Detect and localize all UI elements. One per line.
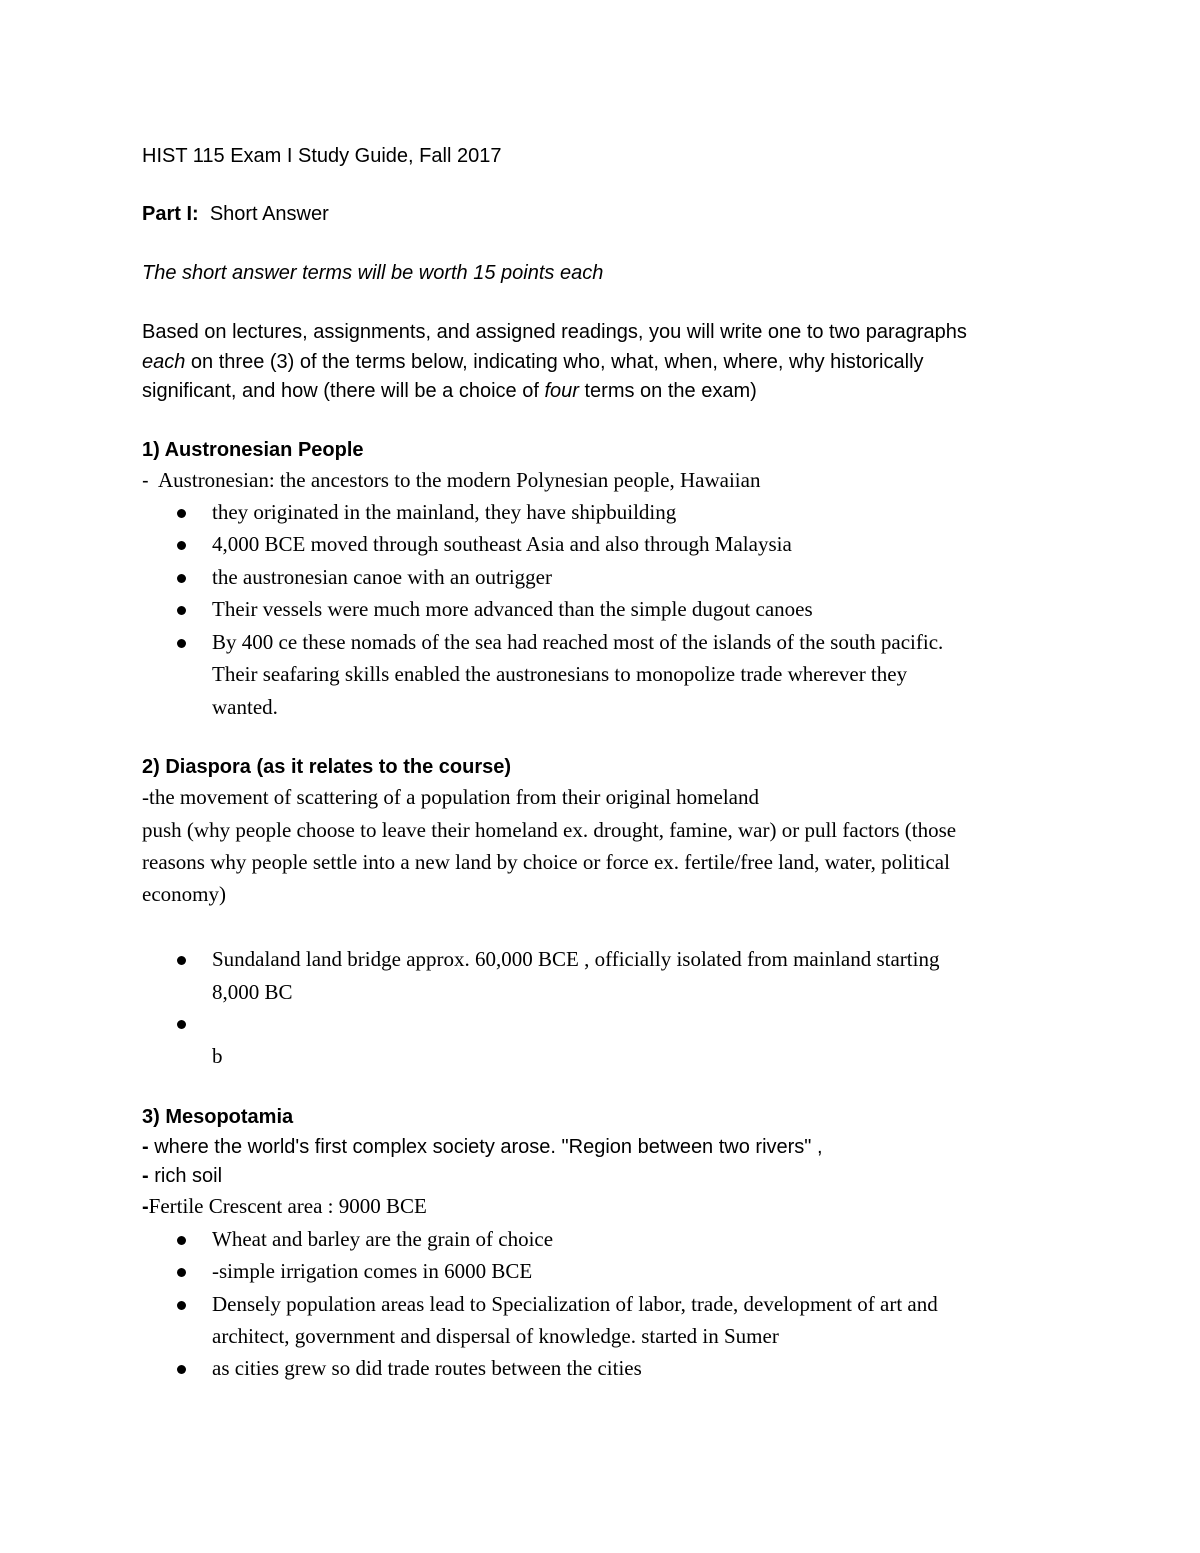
instructions-line-1: Based on lectures, assignments, and assigned readings, you will write one to two paragraphs	[142, 321, 967, 343]
bullet-dot	[177, 1020, 186, 1029]
section-2-bullet-2-cont: b	[212, 1044, 223, 1068]
points-note: The short answer terms will be worth 15 points each	[142, 262, 604, 284]
instructions-line-3-start: significant, and how (there will be a choice of	[142, 380, 545, 402]
section-3-line-1-dash: -	[142, 1136, 149, 1158]
section-3-bullet-4: as cities grew so did trade routes between the cities	[212, 1356, 642, 1380]
bullet-dot	[177, 1365, 186, 1374]
section-3-bullet-3: Densely population areas lead to Specialization of labor, trade, development of art and	[212, 1292, 938, 1316]
section-1-bullet-4: Their vessels were much more advanced than the simple dugout canoes	[212, 597, 813, 621]
section-1-intro	[142, 470, 760, 491]
section-3-line-3-text: Fertile Crescent area : 9000 BCE	[148, 1194, 427, 1218]
section-3-line-1-text: where the world's first complex society arose. "Region between two rivers" ,	[148, 1136, 823, 1158]
part-name: Short Answer	[209, 203, 329, 225]
bullet-dot	[177, 1268, 186, 1277]
document-title: HIST 115 Exam I Study Guide, Fall 2017	[142, 145, 502, 167]
section-1-bullet-5-cont-1: Their seafaring skills enabled the austronesians to monopolize trade wherever they	[212, 662, 908, 686]
bullet-dot	[177, 1301, 186, 1310]
section-2-line-4: economy)	[142, 882, 226, 906]
section-2-line-1: -the movement of scattering of a population from their original homeland	[142, 785, 759, 809]
bullet-dot	[177, 574, 186, 583]
section-1-dash: -	[142, 470, 149, 492]
section-2-bullet-1-cont: 8,000 BC	[212, 980, 293, 1004]
bullet-dot	[177, 639, 186, 648]
section-1-bullet-1: they originated in the mainland, they have shipbuilding	[212, 500, 677, 524]
section-3-bullet-3-cont: architect, government and dispersal of knowledge. started in Sumer	[212, 1324, 779, 1348]
section-2-heading: 2) Diaspora (as it relates to the course)	[142, 756, 512, 778]
section-3-line-3-dash: -	[142, 1196, 149, 1218]
instructions-line-2-text: on three (3) of the terms below, indicating who, what, when, where, why historically	[185, 351, 924, 373]
bullet-dot	[177, 1236, 186, 1245]
instructions-emphasis-each: each	[142, 351, 186, 373]
instructions-line-2	[142, 352, 924, 372]
instructions-line-3	[142, 381, 757, 401]
section-3-line-2-dash: -	[142, 1165, 149, 1187]
bullet-dot	[177, 509, 186, 518]
bullet-dot	[177, 541, 186, 550]
section-1-bullet-5-cont-2: wanted.	[212, 695, 278, 719]
section-1-intro-text: Austronesian: the ancestors to the modern Polynesian people, Hawaiian	[158, 468, 761, 492]
section-2-line-3: reasons why people settle into a new land by choice or force ex. fertile/free land, water, political	[142, 850, 950, 874]
instructions-line-3-end: terms on the exam)	[578, 380, 757, 402]
bullet-dot	[177, 956, 186, 965]
section-3-line-1	[142, 1137, 823, 1157]
section-3-bullet-2: -simple irrigation comes in 6000 BCE	[212, 1259, 533, 1283]
section-3-line-2	[142, 1166, 222, 1186]
instructions-emphasis-four: four	[544, 380, 579, 402]
section-1-bullet-3: the austronesian canoe with an outrigger	[212, 565, 552, 589]
section-1-heading: 1) Austronesian People	[142, 439, 364, 461]
section-3-bullet-1: Wheat and barley are the grain of choice	[212, 1227, 554, 1251]
bullet-dot	[177, 606, 186, 615]
part-heading	[142, 204, 329, 224]
section-3-line-3	[142, 1196, 427, 1217]
section-2-line-2: push (why people choose to leave their homeland ex. drought, famine, war) or pull factors (those	[142, 818, 957, 842]
section-1-bullet-2: 4,000 BCE moved through southeast Asia and also through Malaysia	[212, 532, 792, 556]
part-label: Part I:	[142, 203, 199, 225]
section-1-bullet-5: By 400 ce these nomads of the sea had reached most of the islands of the south pacific.	[212, 630, 944, 654]
section-2-bullet-1: Sundaland land bridge approx. 60,000 BCE , officially isolated from mainland starting	[212, 947, 940, 971]
section-3-line-2-text: rich soil	[148, 1165, 223, 1187]
section-3-heading: 3) Mesopotamia	[142, 1106, 294, 1128]
